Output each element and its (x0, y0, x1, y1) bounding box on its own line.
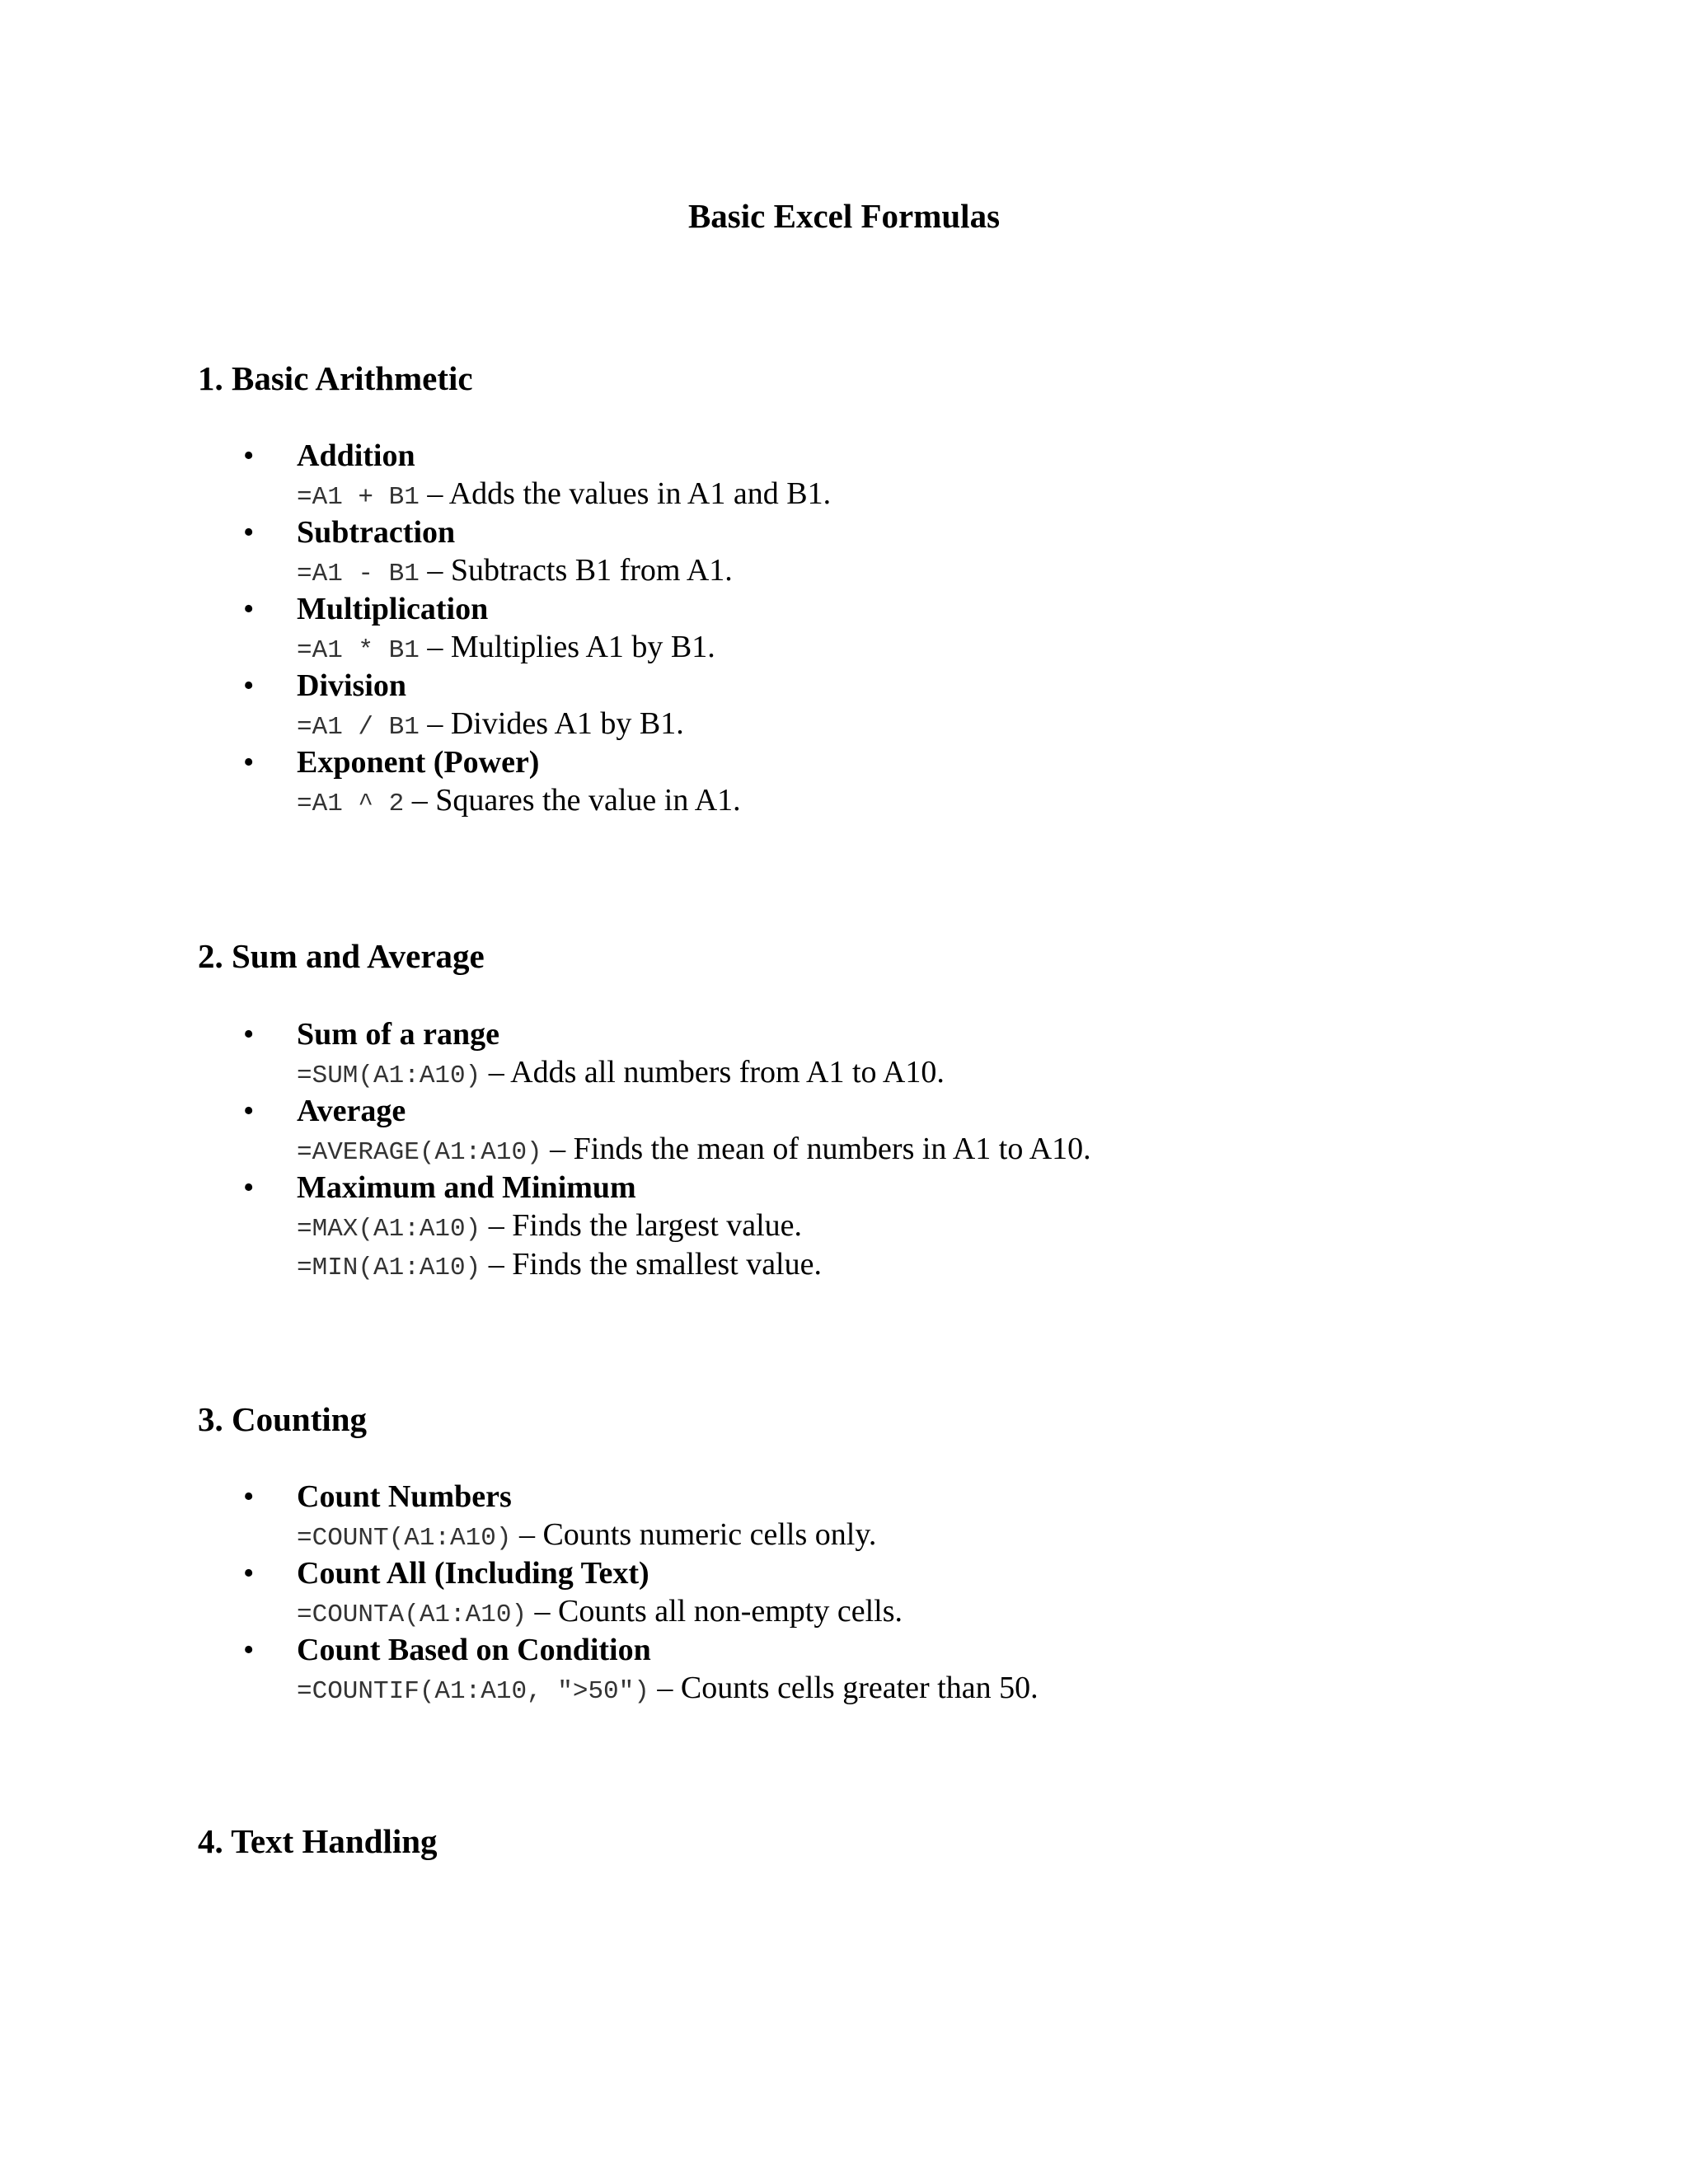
section-list-basic-arithmetic (0, 437, 1688, 820)
bullet-icon: • (243, 1556, 255, 1591)
item-name: Division (297, 668, 407, 703)
section-heading-sum-and-average: 2. Sum and Average (198, 937, 485, 975)
item-name: Count All (Including Text) (297, 1556, 649, 1591)
item-name: Addition (297, 438, 415, 473)
formula-description: – Divides A1 by B1. (419, 706, 684, 741)
formula-code: =COUNTIF(A1:A10, ">50") (297, 1677, 649, 1706)
bullet-icon: • (243, 745, 255, 780)
formula-line (297, 1207, 1688, 1245)
formula-code: =A1 * B1 (297, 636, 420, 665)
list-item (0, 1478, 1688, 1554)
list-item (0, 437, 1688, 513)
formula-line (297, 551, 1688, 590)
formula-line (297, 475, 1688, 513)
formula-line (297, 705, 1688, 743)
formula-line (297, 1053, 1688, 1092)
formula-code: =A1 - B1 (297, 560, 420, 588)
section-heading-basic-arithmetic: 1. Basic Arithmetic (198, 359, 473, 397)
item-name: Count Based on Condition (297, 1633, 651, 1667)
formula-description: – Adds the values in A1 and B1. (419, 476, 832, 511)
formula-code: =MAX(A1:A10) (297, 1215, 481, 1244)
formula-line (297, 1245, 1688, 1284)
formula-line (297, 1592, 1688, 1631)
item-name: Exponent (Power) (297, 745, 540, 780)
bullet-icon: • (243, 1170, 255, 1205)
formula-line (297, 781, 1688, 820)
item-name: Count Numbers (297, 1479, 512, 1514)
list-item (0, 743, 1688, 820)
formula-line (297, 1130, 1688, 1169)
list-item (0, 1631, 1688, 1708)
bullet-icon: • (243, 592, 255, 626)
bullet-icon: • (243, 438, 255, 473)
formula-description: – Finds the mean of numbers in A1 to A10. (542, 1132, 1091, 1166)
formula-description: – Adds all numbers from A1 to A10. (481, 1055, 945, 1090)
formula-description: – Counts cells greater than 50. (649, 1671, 1039, 1705)
formula-code: =A1 / B1 (297, 713, 420, 742)
formula-description: – Squares the value in A1. (404, 783, 741, 818)
formula-code: =AVERAGE(A1:A10) (297, 1138, 542, 1167)
formula-description: – Finds the largest value. (481, 1208, 803, 1243)
formula-line (297, 628, 1688, 667)
section-heading-text-handling: 4. Text Handling (198, 1822, 438, 1860)
formula-line (297, 1669, 1688, 1708)
list-item (0, 1554, 1688, 1631)
formula-code: =SUM(A1:A10) (297, 1062, 481, 1090)
section-list-sum-and-average (0, 1015, 1688, 1284)
item-name: Multiplication (297, 592, 489, 626)
formula-description: – Multiplies A1 by B1. (419, 630, 715, 664)
list-item (0, 1169, 1688, 1284)
list-item (0, 1092, 1688, 1169)
section-list-counting (0, 1478, 1688, 1708)
formula-description: – Finds the smallest value. (481, 1247, 822, 1282)
bullet-icon: • (243, 1479, 255, 1514)
formula-description: – Counts all non-empty cells. (527, 1594, 903, 1629)
bullet-icon: • (243, 1633, 255, 1667)
item-name: Average (297, 1094, 406, 1128)
section-heading-counting: 3. Counting (198, 1400, 368, 1438)
list-item (0, 667, 1688, 743)
list-item (0, 1015, 1688, 1092)
bullet-icon: • (243, 1017, 255, 1052)
bullet-icon: • (243, 668, 255, 703)
item-name: Subtraction (297, 515, 456, 550)
formula-code: =MIN(A1:A10) (297, 1254, 481, 1282)
formula-line (297, 1516, 1688, 1554)
bullet-icon: • (243, 515, 255, 550)
item-name: Sum of a range (297, 1017, 499, 1052)
formula-description: – Subtracts B1 from A1. (419, 553, 733, 588)
formula-code: =COUNT(A1:A10) (297, 1524, 512, 1553)
list-item (0, 590, 1688, 667)
formula-code: =A1 ^ 2 (297, 790, 405, 818)
formula-code: =COUNTA(A1:A10) (297, 1601, 528, 1629)
document-title: Basic Excel Formulas (687, 197, 1001, 235)
formula-code: =A1 + B1 (297, 483, 420, 512)
bullet-icon: • (243, 1094, 255, 1128)
list-item (0, 513, 1688, 590)
item-name: Maximum and Minimum (297, 1170, 636, 1205)
formula-description: – Counts numeric cells only. (511, 1517, 877, 1552)
